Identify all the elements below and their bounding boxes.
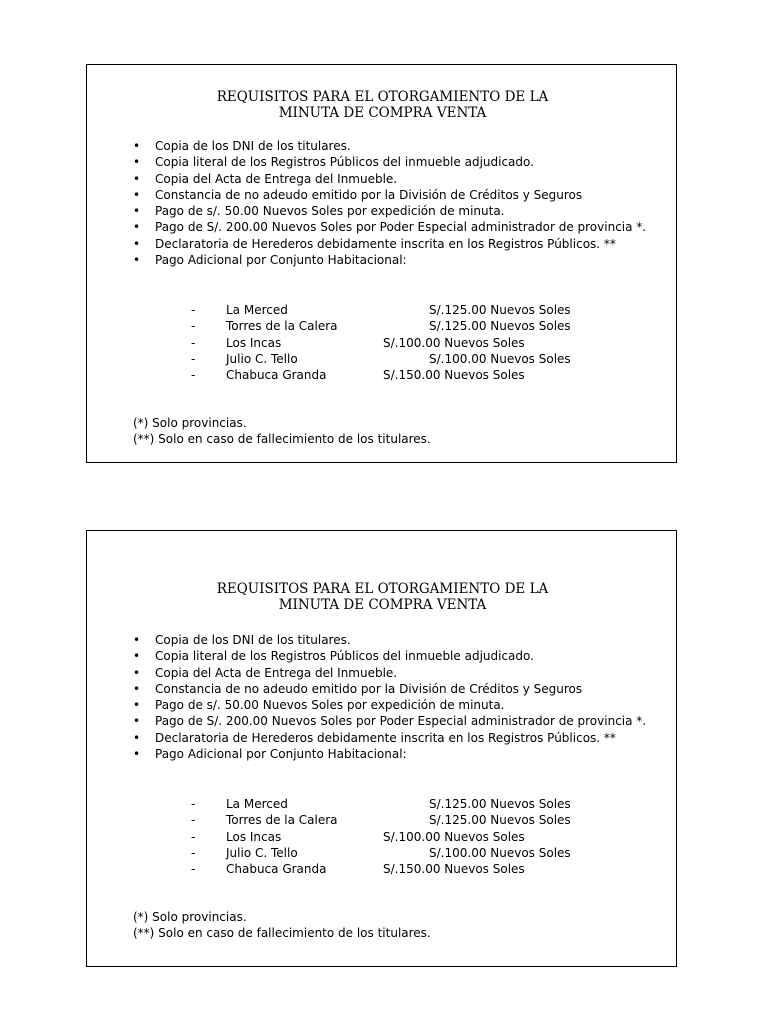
housing-price: S/.125.00 Nuevos Soles bbox=[429, 319, 571, 334]
housing-price: S/.125.00 Nuevos Soles bbox=[429, 303, 571, 317]
housing-name: Los Incas bbox=[226, 335, 282, 350]
list-item: • Copia del Acta de Entrega del Inmueble. bbox=[133, 171, 673, 187]
dash-marker: - bbox=[191, 351, 196, 366]
list-item: • Copia literal de los Registros Públicos del inmueble adjudicado. bbox=[133, 154, 673, 170]
requirements-card-1 bbox=[86, 64, 677, 463]
list-item: • Pago de s/. 50.00 Nuevos Soles por expedición de minuta. bbox=[133, 203, 673, 219]
list-item: • Constancia de no adeudo emitido por la División de Créditos y Seguros bbox=[133, 681, 673, 697]
requirements-list bbox=[133, 632, 673, 762]
footnote-deceased: (**) Solo en caso de fallecimiento de los titulares. bbox=[133, 926, 431, 940]
housing-name: Torres de la Calera bbox=[226, 319, 338, 334]
housing-name: La Merced bbox=[226, 303, 288, 317]
housing-name: Julio C. Tello bbox=[226, 351, 298, 366]
housing-price: S/.100.00 Nuevos Soles bbox=[383, 335, 525, 350]
dash-marker: - bbox=[191, 303, 196, 317]
payment-row bbox=[191, 812, 651, 828]
payment-row bbox=[191, 796, 651, 812]
list-item: • Pago Adicional por Conjunto Habitacional: bbox=[133, 252, 673, 268]
housing-name: La Merced bbox=[226, 797, 288, 811]
housing-name: Julio C. Tello bbox=[226, 845, 298, 860]
list-item: • Copia de los DNI de los titulares. bbox=[133, 138, 673, 154]
title-line-1: REQUISITOS PARA EL OTORGAMIENTO DE LA bbox=[216, 581, 549, 597]
requirements-card-2 bbox=[86, 530, 677, 967]
payment-row bbox=[191, 829, 651, 845]
list-item: • Copia literal de los Registros Públicos del inmueble adjudicado. bbox=[133, 648, 673, 664]
list-item: • Declaratoria de Herederos debidamente inscrita en los Registros Públicos. ** bbox=[133, 236, 673, 252]
dash-marker: - bbox=[191, 368, 196, 383]
housing-price: S/.125.00 Nuevos Soles bbox=[429, 813, 571, 828]
footnote-provinces: (*) Solo provincias. bbox=[133, 416, 247, 430]
payment-row bbox=[191, 302, 651, 318]
housing-name: Chabuca Granda bbox=[226, 368, 327, 383]
document-title bbox=[87, 89, 678, 121]
housing-price: S/.125.00 Nuevos Soles bbox=[429, 797, 571, 811]
footnotes bbox=[133, 909, 431, 941]
footnote-deceased: (**) Solo en caso de fallecimiento de los titulares. bbox=[133, 432, 431, 446]
list-item: • Pago de S/. 200.00 Nuevos Soles por Poder Especial administrador de provincia *. bbox=[133, 219, 673, 235]
dash-marker: - bbox=[191, 813, 196, 828]
housing-name: Chabuca Granda bbox=[226, 862, 327, 877]
dash-marker: - bbox=[191, 335, 196, 350]
housing-payment-list bbox=[191, 302, 651, 383]
housing-name: Torres de la Calera bbox=[226, 813, 338, 828]
list-item: • Constancia de no adeudo emitido por la División de Créditos y Seguros bbox=[133, 187, 673, 203]
housing-price: S/.100.00 Nuevos Soles bbox=[429, 351, 571, 366]
requirements-list bbox=[133, 138, 673, 268]
list-item: • Pago Adicional por Conjunto Habitacional: bbox=[133, 746, 673, 762]
dash-marker: - bbox=[191, 319, 196, 334]
list-item: • Copia de los DNI de los titulares. bbox=[133, 632, 673, 648]
dash-marker: - bbox=[191, 797, 196, 811]
footnote-provinces: (*) Solo provincias. bbox=[133, 910, 247, 924]
dash-marker: - bbox=[191, 845, 196, 860]
payment-row bbox=[191, 335, 651, 351]
list-item: • Copia del Acta de Entrega del Inmueble. bbox=[133, 665, 673, 681]
document-title bbox=[87, 581, 678, 613]
dash-marker: - bbox=[191, 829, 196, 844]
footnotes bbox=[133, 415, 431, 447]
title-line-2: MINUTA DE COMPRA VENTA bbox=[278, 105, 487, 121]
list-item: • Declaratoria de Herederos debidamente inscrita en los Registros Públicos. ** bbox=[133, 730, 673, 746]
payment-row bbox=[191, 861, 651, 877]
housing-price: S/.100.00 Nuevos Soles bbox=[383, 829, 525, 844]
payment-row bbox=[191, 845, 651, 861]
housing-name: Los Incas bbox=[226, 829, 282, 844]
title-line-2: MINUTA DE COMPRA VENTA bbox=[278, 597, 487, 613]
housing-price: S/.100.00 Nuevos Soles bbox=[429, 845, 571, 860]
title-line-1: REQUISITOS PARA EL OTORGAMIENTO DE LA bbox=[216, 89, 549, 105]
list-item: • Pago de s/. 50.00 Nuevos Soles por expedición de minuta. bbox=[133, 697, 673, 713]
list-item: • Pago de S/. 200.00 Nuevos Soles por Poder Especial administrador de provincia *. bbox=[133, 713, 673, 729]
housing-price: S/.150.00 Nuevos Soles bbox=[383, 862, 525, 877]
payment-row bbox=[191, 367, 651, 383]
dash-marker: - bbox=[191, 862, 196, 877]
housing-price: S/.150.00 Nuevos Soles bbox=[383, 368, 525, 383]
housing-payment-list bbox=[191, 796, 651, 877]
payment-row bbox=[191, 351, 651, 367]
payment-row bbox=[191, 318, 651, 334]
